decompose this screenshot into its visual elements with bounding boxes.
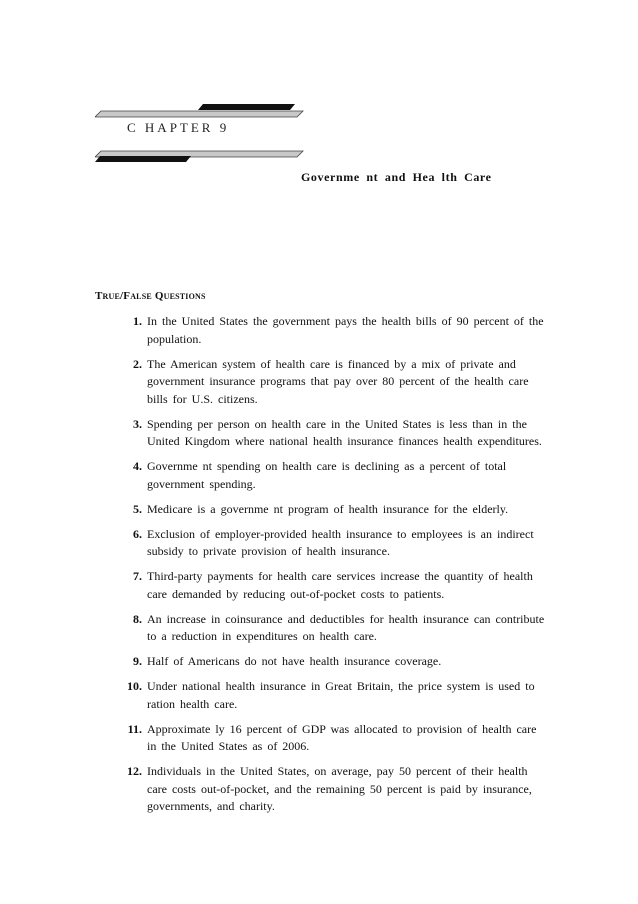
question-item [100,526,550,561]
question-text: In the United States the government pays the health bills of 90 percent of the population. [147,314,544,346]
question-text: Exclusion of employer-provided health insurance to employees is an indirect subsidy to private provision of health insurance. [147,526,534,558]
question-number: 12. [127,764,142,778]
question-text: Individuals in the United States, on average, pay 50 percent of their health care costs out-of-pocket, and the remaining 50 percent is paid by insurance, governments, and charity. [147,764,532,813]
question-text: Under national health insurance in Great Britain, the price system is used to ration health care. [147,679,535,711]
question-item [100,568,550,603]
question-number: 9. [133,654,142,668]
question-text: Approximate ly 16 percent of GDP was allocated to provision of health care in the United States as of 2006. [147,721,537,753]
question-number: 1. [133,314,142,328]
question-number: 3. [133,416,142,431]
chapter-top-band [95,104,305,120]
question-number: 4. [133,459,142,473]
question-number: 10. [127,679,142,693]
question-item [100,678,550,713]
question-item [100,458,550,493]
question-list [100,313,550,823]
chapter-title: Governme nt and Hea lth Care [301,170,492,184]
question-number: 11. [127,721,142,736]
question-text: Governme nt spending on health care is declining as a percent of total government spending. [147,459,507,491]
question-number: 7. [133,569,142,583]
question-item [100,611,550,646]
question-item [100,356,550,409]
question-number: 2. [133,356,142,371]
question-text: Spending per person on health care in the United States is less than in the United Kingdom where national health insurance finances health expenditures. [147,416,542,448]
question-text: Medicare is a governme nt program of health insurance for the elderly. [147,501,509,516]
question-text: Third-party payments for health care services increase the quantity of health care demanded by reducing out-of-pocket costs to patients. [147,569,533,601]
question-item [100,416,550,451]
question-number: 8. [133,611,142,626]
question-item [100,763,550,816]
question-item [100,313,550,348]
question-number: 6. [133,526,142,541]
question-item [100,721,550,756]
question-text: Half of Americans do not have health insurance coverage. [147,654,442,668]
chapter-bottom-band [95,146,305,162]
question-item [100,653,550,671]
question-item [100,501,550,519]
question-number: 5. [133,501,142,516]
chapter-label: C HAPTER 9 [127,120,230,135]
question-text: The American system of health care is financed by a mix of private and government insurance programs that pay over 80 percent of the health care bills for U.S. citizens. [147,356,529,406]
question-text: An increase in coinsurance and deductibles for health insurance can contribute to a reduction in expenditures on health care. [147,611,545,643]
section-heading: True/False Questions [95,290,206,302]
